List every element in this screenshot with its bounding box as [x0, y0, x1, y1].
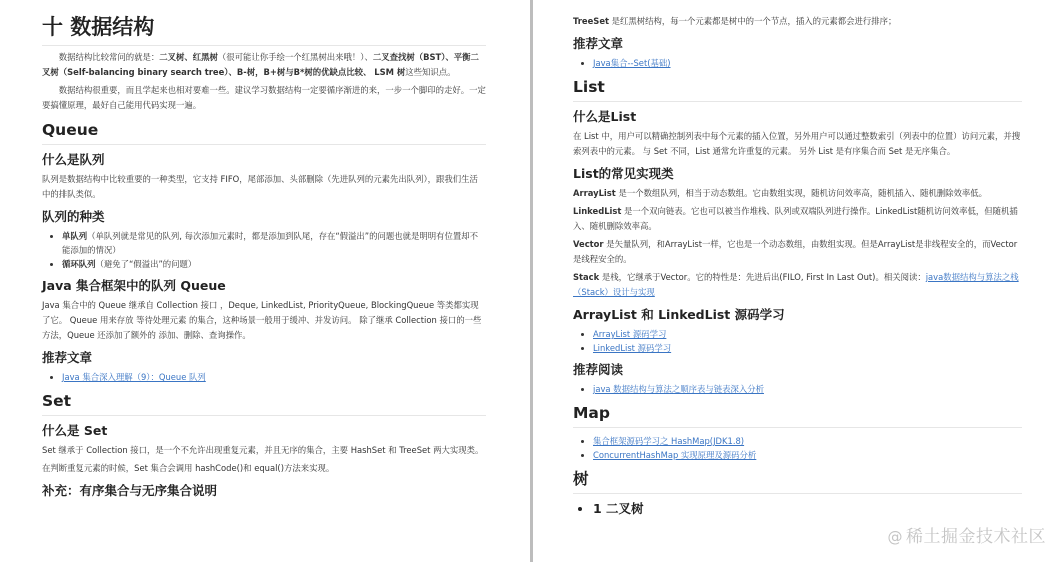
heading-source-study: ArrayList 和 LinkedList 源码学习 — [573, 307, 785, 322]
heading-what-list: 什么是List — [573, 109, 637, 124]
list-item — [62, 370, 486, 384]
source-links — [573, 327, 1022, 355]
article-link[interactable]: java 数据结构与算法之顺序表与链表深入分析 — [593, 384, 764, 394]
heading-recommend-articles: 推荐文章 — [42, 350, 93, 365]
recommend-links — [42, 370, 486, 384]
treeset-paragraph: TreeSet 是红黑树结构，每一个元素都是树中的一个节点，插入的元素都会进行排序； — [573, 16, 897, 26]
map-links — [573, 434, 1022, 462]
stack-paragraph: Stack 是栈，它继承于Vector。它的特性是：先进后出(FILO, First In Last Out)。相关阅读：java数据结构与算法之栈（Stack）设计与实现 — [573, 272, 1019, 297]
list-item — [593, 382, 1022, 396]
recommend-links — [573, 56, 1022, 70]
article-link[interactable]: Java 集合深入理解（9）：Queue 队列 — [62, 372, 206, 382]
reading-links — [573, 382, 1022, 396]
heading-queue-types: 队列的种类 — [42, 209, 105, 224]
heading-list-impl: List的常见实现类 — [573, 166, 674, 181]
list-item — [593, 434, 1022, 448]
section-title: 十 数据结构 — [42, 14, 486, 46]
heading-recommend-articles: 推荐文章 — [573, 36, 624, 51]
intro-paragraph: 数据结构比较常问的就是：二叉树、红黑树（很可能让你手绘一个红黑树出来哦！）、二叉查找树（BST）、平衡二叉树（Self-balancing binary search tree）、B-树，B+树与B*树的优缺点比较、 LSM 树这些知识点。 — [42, 52, 479, 77]
stack-article-link[interactable]: java数据结构与算法之栈（Stack）设计与实现 — [573, 272, 1019, 297]
intro-paragraph-2: 数据结构很重要，而且学起来也相对要难一些。建议学习数据结构一定要循序渐进的来，一步一个脚印的走好。一定要搞懂原理，最好自己能用代码实现一遍。 — [42, 85, 486, 110]
list-item — [593, 448, 1022, 462]
arraylist-paragraph: ArrayList 是一个数组队列，相当于动态数组。它由数组实现，随机访问效率高，随机插入、随机删除效率低。 — [573, 188, 987, 198]
list-item — [593, 327, 1022, 341]
queue-description: 队列是数据结构中比较重要的一种类型，它支持 FIFO，尾部添加、头部删除（先进队列的元素先出队列），跟我们生活中的排队类似。 — [42, 174, 478, 199]
heading-tree: 树 — [573, 470, 1022, 494]
heading-list: List — [573, 78, 1022, 102]
list-item — [593, 56, 1022, 70]
heading-map: Map — [573, 404, 1022, 428]
heading-java-queue: Java 集合框架中的队列 Queue — [42, 278, 226, 293]
list-item — [593, 341, 1022, 355]
heading-supplement: 补充：有序集合与无序集合说明 — [42, 483, 218, 498]
list-item: • 单队列（单队列就是常见的队列, 每次添加元素时，都是添加到队尾，存在“假溢出”的问题也就是明明有位置却不能添加的情况） — [62, 229, 486, 257]
document-page-right — [533, 0, 1062, 562]
list-item: • 循环队列（避免了“假溢出”的问题） — [62, 257, 486, 271]
heading-queue: Queue — [42, 121, 486, 145]
heading-what-set: 什么是 Set — [42, 423, 108, 438]
watermark: @ 稀土掘金技术社区 — [887, 527, 1046, 547]
heading-what-queue: 什么是队列 — [42, 152, 105, 167]
article-link[interactable]: 集合框架源码学习之 HashMap(JDK1.8) — [593, 436, 745, 446]
tree-list — [573, 500, 1022, 518]
article-link[interactable]: ConcurrentHashMap 实现原理及源码分析 — [593, 450, 757, 460]
heading-recommend-reading: 推荐阅读 — [573, 362, 624, 377]
vector-paragraph: Vector 是矢量队列，和ArrayList一样，它也是一个动态数组，由数组实现。但是ArrayList是非线程安全的，而Vector是线程安全的。 — [573, 239, 1018, 264]
set-description-2: 在判断重复元素的时候，Set 集合会调用 hashCode()和 equal()方法来实现。 — [42, 463, 335, 473]
article-link[interactable]: LinkedList 源码学习 — [593, 343, 672, 353]
linkedlist-paragraph: LinkedList 是一个双向链表。它也可以被当作堆栈、队列或双端队列进行操作。LinkedList随机访问效率低，但随机插入、随机删除效率高。 — [573, 206, 1018, 231]
java-queue-description: Java 集合中的 Queue 继承自 Collection 接口 ，Deque, LinkedList, PriorityQueue, BlockingQueue 等类都实现了它。 Queue 用来存放 等待处理元素 的集合，这种场景一般用于缓冲、并发访问。 除了继承 Collection 接口的一些方法，Queue 还添加了额外的 添加、删除、查询操作。 — [42, 300, 482, 340]
list-item: • 1 二叉树 — [593, 500, 1022, 518]
document-page-left — [0, 0, 530, 562]
article-link[interactable]: Java集合--Set(基础) — [593, 58, 671, 68]
queue-types-list — [42, 229, 486, 271]
set-description: Set 继承于 Collection 接口，是一个不允许出现重复元素，并且无序的集合，主要 HashSet 和 TreeSet 两大实现类。 — [42, 445, 484, 455]
heading-set: Set — [42, 392, 486, 416]
list-description: 在 List 中，用户可以精确控制列表中每个元素的插入位置，另外用户可以通过整数索引（列表中的位置）访问元素，并搜索列表中的元素。 与 Set 不同，List 通常允许重复的元素。 另外 List 是有序集合而 Set 是无序集合。 — [573, 131, 1021, 156]
article-link[interactable]: ArrayList 源码学习 — [593, 329, 667, 339]
